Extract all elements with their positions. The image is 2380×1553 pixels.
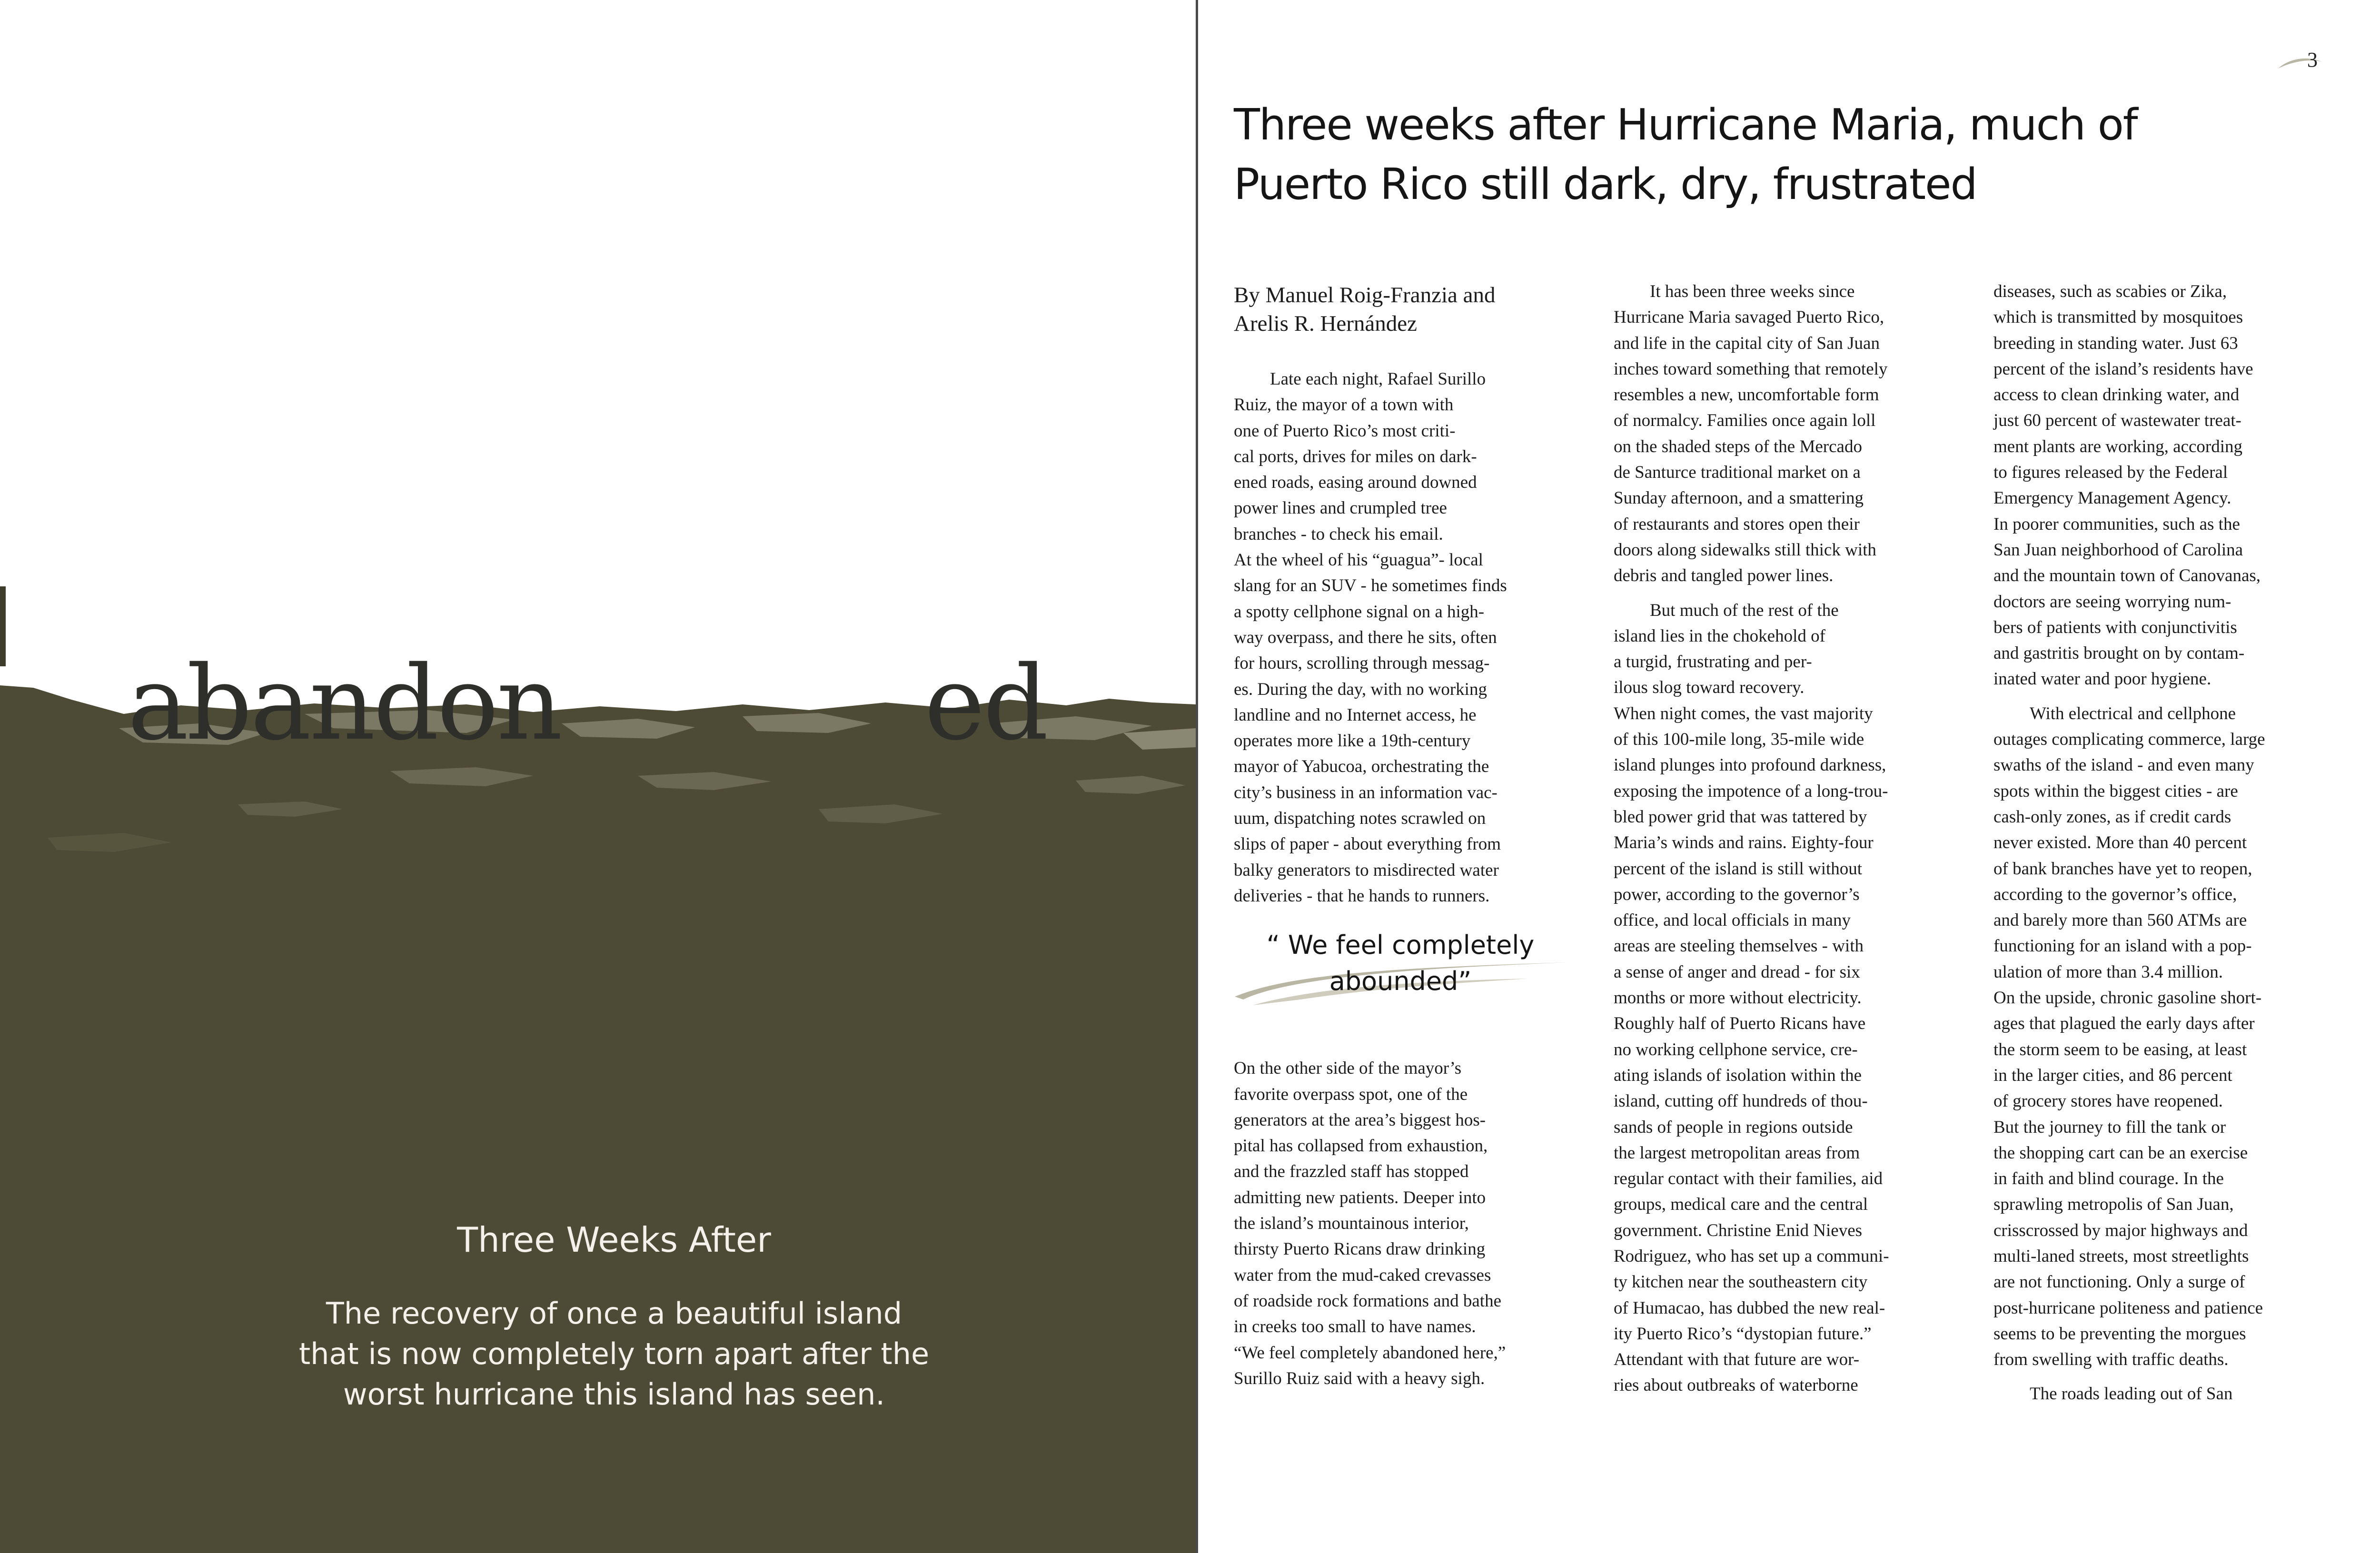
text-line: of grocery stores have reopened.: [1993, 1091, 2223, 1111]
text-line: balky generators to misdirected water: [1234, 860, 1499, 880]
text-line: are not functioning. Only a surge of: [1993, 1272, 2245, 1292]
text-line: of restaurants and stores open their: [1614, 514, 1860, 534]
text-line: island lies in the chokehold of: [1614, 626, 1825, 646]
text-line: and the frazzled staff has stopped: [1234, 1162, 1469, 1182]
text-line: percent of the island is still without: [1614, 859, 1863, 879]
text-line: branches - to check his email.: [1234, 524, 1443, 544]
text-line: ilous slog toward recovery.: [1614, 678, 1805, 698]
description-line: that is now completely torn apart after the: [298, 1336, 930, 1371]
text-line: power lines and crumpled tree: [1234, 498, 1447, 518]
text-line: When night comes, the vast majority: [1614, 703, 1873, 723]
text-line: for hours, scrolling through messag-: [1234, 653, 1490, 673]
text-line: Maria’s winds and rains. Eighty-four: [1614, 833, 1874, 853]
text-line: the storm seem to be easing, at least: [1993, 1039, 2247, 1059]
text-line: in creeks too small to have names.: [1234, 1317, 1476, 1337]
text-line: uum, dispatching notes scrawled on: [1234, 809, 1486, 829]
text-line: to figures released by the Federal: [1993, 463, 2228, 483]
text-line: a sense of anger and dread - for six: [1614, 962, 1860, 982]
text-line: of roadside rock formations and bathe: [1234, 1291, 1502, 1311]
text-line: of bank branches have yet to reopen,: [1993, 859, 2252, 879]
byline-line: Arelis R. Hernández: [1234, 311, 1417, 336]
text-line: spots within the biggest cities - are: [1993, 781, 2238, 801]
text-line: just 60 percent of wastewater treat-: [1993, 411, 2241, 431]
text-line: On the upside, chronic gasoline short-: [1993, 988, 2262, 1008]
paragraph: [1234, 366, 1567, 909]
text-line: of normalcy. Families once again loll: [1614, 411, 1876, 431]
text-line: Rodriguez, who has set up a communi-: [1614, 1246, 1889, 1266]
text-line: ity Puerto Rico’s “dystopian future.”: [1614, 1324, 1872, 1344]
text-line: On the other side of the mayor’s: [1234, 1058, 1462, 1078]
headline-word-ed: ed: [924, 643, 1047, 763]
text-line: San Juan neighborhood of Carolina: [1993, 540, 2243, 560]
description-line: The recovery of once a beautiful island: [326, 1296, 902, 1331]
text-line: way overpass, and there he sits, often: [1234, 627, 1497, 647]
text-line: water from the mud-caked crevasses: [1234, 1265, 1491, 1285]
text-line: landline and no Internet access, he: [1234, 705, 1477, 725]
page-number-swash-icon: [2276, 48, 2333, 76]
text-line: functioning for an island with a pop-: [1993, 936, 2252, 956]
text-line: Hurricane Maria savaged Puerto Rico,: [1614, 307, 1884, 327]
text-line: Surillo Ruiz said with a heavy sigh.: [1234, 1368, 1485, 1388]
text-line: crisscrossed by major highways and: [1993, 1220, 2248, 1240]
text-line: The roads leading out of San: [2030, 1384, 2233, 1404]
text-line: government. Christine Enid Nieves: [1614, 1220, 1863, 1240]
text-line: doctors are seeing worrying num-: [1993, 592, 2231, 612]
paragraph: [1993, 701, 2327, 1373]
text-line: ment plants are working, according: [1993, 436, 2242, 456]
article-column-3: [1993, 279, 2327, 1407]
title-line: Three weeks after Hurricane Maria, much of: [1234, 100, 2137, 150]
text-line: cal ports, drives for miles on dark-: [1234, 446, 1477, 466]
text-line: power, according to the governor’s: [1614, 884, 1860, 904]
paragraph: [1993, 1381, 2327, 1407]
text-line: swaths of the island - and even many: [1993, 755, 2254, 775]
title-line: Puerto Rico still dark, dry, frustrated: [1234, 159, 1977, 209]
text-line: es. During the day, with no working: [1234, 679, 1487, 699]
byline-line: By Manuel Roig-Franzia and: [1234, 283, 1496, 307]
text-line: months or more without electricity.: [1614, 988, 1862, 1008]
text-line: seems to be preventing the morgues: [1993, 1324, 2246, 1344]
text-line: groups, medical care and the central: [1614, 1195, 1868, 1215]
text-line: ages that plagued the early days after: [1993, 1014, 2255, 1034]
article-column-1: [1234, 281, 1567, 1392]
text-line: which is transmitted by mosquitoes: [1993, 307, 2243, 327]
text-line: and gastritis brought on by contam-: [1993, 643, 2245, 663]
text-line: Emergency Management Agency.: [1993, 488, 2231, 508]
text-line: one of Puerto Rico’s most criti-: [1234, 421, 1456, 441]
text-line: ulation of more than 3.4 million.: [1993, 962, 2223, 982]
text-line: But the journey to fill the tank or: [1993, 1117, 2226, 1137]
text-line: admitting new patients. Deeper into: [1234, 1187, 1486, 1207]
text-line: outages complicating commerce, large: [1993, 730, 2265, 750]
text-line: Roughly half of Puerto Ricans have: [1614, 1014, 1866, 1034]
text-line: resembles a new, uncomfortable form: [1614, 385, 1879, 405]
text-line: from swelling with traffic deaths.: [1993, 1350, 2229, 1370]
text-line: and life in the capital city of San Juan: [1614, 333, 1880, 353]
text-line: At the wheel of his “guagua”- local: [1234, 550, 1483, 570]
text-line: slips of paper - about everything from: [1234, 834, 1501, 854]
pull-quote-line: “ We feel completely: [1266, 930, 1535, 960]
text-line: doors along sidewalks still thick with: [1614, 540, 1876, 560]
text-line: the largest metropolitan areas from: [1614, 1143, 1860, 1163]
text-line: generators at the area’s biggest hos-: [1234, 1110, 1486, 1130]
text-line: never existed. More than 40 percent: [1993, 833, 2247, 853]
byline: [1234, 281, 1567, 338]
description-line: worst hurricane this island has seen.: [343, 1376, 885, 1412]
text-line: debris and tangled power lines.: [1614, 566, 1834, 586]
text-line: Ruiz, the mayor of a town with: [1234, 395, 1454, 415]
text-line: But much of the rest of the: [1650, 600, 1839, 620]
paragraph: [1993, 279, 2327, 692]
text-line: percent of the island’s residents have: [1993, 359, 2253, 379]
text-line: city’s business in an information vac-: [1234, 782, 1497, 802]
text-line: inated water and poor hygiene.: [1993, 669, 2211, 689]
text-line: breeding in standing water. Just 63: [1993, 333, 2238, 353]
article-title: [1234, 95, 2233, 214]
text-line: ty kitchen near the southeastern city: [1614, 1272, 1868, 1292]
text-line: island plunges into profound darkness,: [1614, 755, 1886, 775]
text-line: Attendant with that future are wor-: [1614, 1350, 1860, 1370]
text-line: operates more like a 19th-century: [1234, 731, 1471, 751]
text-line: the shopping cart can be an exercise: [1993, 1143, 2248, 1163]
text-line: exposing the impotence of a long-trou-: [1614, 781, 1888, 801]
article-column-2: [1614, 279, 1947, 1399]
text-line: de Santurce traditional market on a: [1614, 463, 1861, 483]
text-line: thirsty Puerto Ricans draw drinking: [1234, 1239, 1486, 1259]
text-line: island, cutting off hundreds of thou-: [1614, 1091, 1868, 1111]
text-line: no working cellphone service, cre-: [1614, 1039, 1858, 1059]
text-line: on the shaded steps of the Mercado: [1614, 436, 1862, 456]
text-line: multi-laned streets, most streetlights: [1993, 1246, 2249, 1266]
text-line: according to the governor’s office,: [1993, 884, 2237, 904]
right-page: [1198, 0, 2380, 1553]
text-line: regular contact with their families, aid: [1614, 1169, 1883, 1189]
text-line: the island’s mountainous interior,: [1234, 1214, 1469, 1234]
text-line: areas are steeling themselves - with: [1614, 936, 1864, 956]
text-line: deliveries - that he hands to runners.: [1234, 886, 1490, 906]
text-line: sprawling metropolis of San Juan,: [1993, 1195, 2234, 1215]
text-line: In poorer communities, such as the: [1993, 514, 2240, 534]
text-line: It has been three weeks since: [1650, 282, 1855, 301]
text-line: slang for an SUV - he sometimes finds: [1234, 576, 1507, 596]
text-line: ries about outbreaks of waterborne: [1614, 1375, 1858, 1395]
paragraph: [1614, 598, 1947, 1399]
text-line: of this 100-mile long, 35-mile wide: [1614, 730, 1864, 750]
text-line: “We feel completely abandoned here,”: [1234, 1343, 1506, 1363]
text-line: in the larger cities, and 86 percent: [1993, 1065, 2232, 1085]
text-line: in faith and blind courage. In the: [1993, 1169, 2224, 1189]
paragraph: [1614, 279, 1947, 589]
text-line: ating islands of isolation within the: [1614, 1065, 1862, 1085]
left-description: [233, 1294, 995, 1415]
text-line: of Humacao, has dubbed the new real-: [1614, 1298, 1885, 1318]
left-subtitle: Three Weeks After: [457, 1220, 771, 1260]
text-line: Sunday afternoon, and a smattering: [1614, 488, 1864, 508]
text-line: sands of people in regions outside: [1614, 1117, 1853, 1137]
text-line: favorite overpass spot, one of the: [1234, 1084, 1468, 1104]
text-line: office, and local officials in many: [1614, 910, 1851, 930]
text-line: cash-only zones, as if credit cards: [1993, 807, 2231, 827]
text-line: bled power grid that was tattered by: [1614, 807, 1867, 827]
pull-quote: [1234, 924, 1567, 1034]
text-line: diseases, such as scabies or Zika,: [1993, 282, 2227, 301]
text-line: access to clean drinking water, and: [1993, 385, 2240, 405]
text-line: inches toward something that remotely: [1614, 359, 1888, 379]
pull-quote-line: abounded”: [1329, 966, 1472, 997]
text-line: and barely more than 560 ATMs are: [1993, 910, 2247, 930]
text-line: mayor of Yabucoa, orchestrating the: [1234, 757, 1489, 777]
text-line: and the mountain town of Canovanas,: [1993, 566, 2261, 586]
paragraph: [1234, 1056, 1567, 1392]
page-number: 3: [2307, 48, 2318, 71]
text-line: pital has collapsed from exhaustion,: [1234, 1136, 1488, 1156]
headline-word-abandon: abandon: [128, 643, 561, 763]
text-line: ened roads, easing around downed: [1234, 473, 1477, 493]
text-line: a turgid, frustrating and per-: [1614, 652, 1812, 672]
text-line: Late each night, Rafael Surillo: [1270, 369, 1486, 389]
text-line: With electrical and cellphone: [2030, 703, 2236, 723]
text-line: bers of patients with conjunctivitis: [1993, 617, 2237, 637]
text-line: a spotty cellphone signal on a high-: [1234, 602, 1485, 622]
text-line: post-hurricane politeness and patience: [1993, 1298, 2263, 1318]
